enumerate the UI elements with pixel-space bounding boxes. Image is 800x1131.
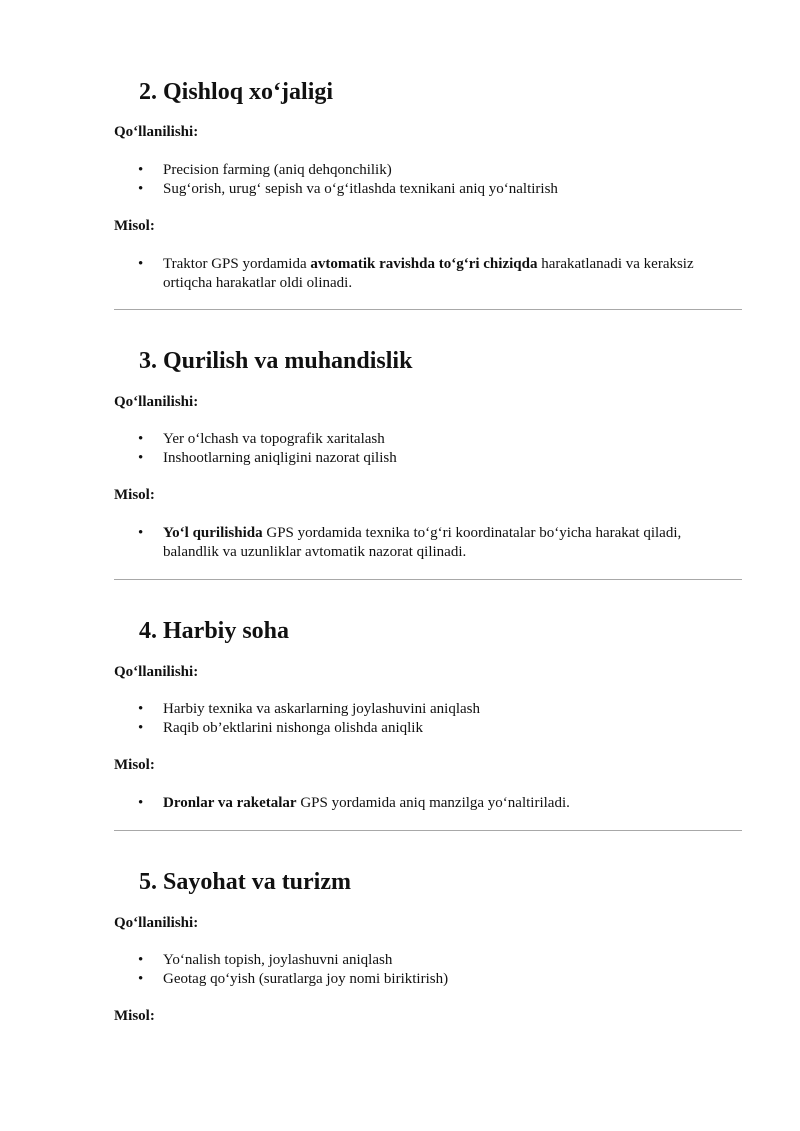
section-heading: 2. Qishloq xo‘jaligi [139,79,334,105]
usage-label: Qo‘llanilishi: [114,124,199,140]
example-text: harakatlanadi va keraksiz ortiqcha harakatlar oldi olinadi. [163,256,694,291]
list-item: • Yer o‘lchash va topografik xaritalash [138,430,728,449]
list-item: • Harbiy texnika va askarlarning joylashuvini aniqlash [138,700,728,719]
section-heading: 5. Sayohat va turizm [139,869,351,895]
usage-label: Qo‘llanilishi: [114,394,199,410]
section-divider [114,830,742,831]
example-label: Misol: [114,487,155,503]
usage-list [138,430,728,468]
usage-label: Qo‘llanilishi: [114,664,199,680]
section-heading: 3. Qurilish va muhandislik [139,348,413,374]
list-item [138,255,728,293]
example-emphasis: avtomatik ravishda to‘g‘ri chiziqda [310,256,538,272]
list-item: • Raqib ob’ektlarini nishonga olishda aniqlik [138,719,728,738]
example-text: GPS yordamida aniq manzilga yo‘naltiriladi. [296,795,570,811]
example-emphasis: Dronlar va raketalar [163,795,297,811]
usage-list [138,700,728,738]
section-divider [114,579,742,580]
list-item: • Geotag qo‘yish (suratlarga joy nomi biriktirish) [138,970,728,989]
usage-label: Qo‘llanilishi: [114,915,199,931]
example-list [138,524,728,562]
usage-list [138,951,728,989]
example-list [138,255,728,293]
list-item: • Inshootlarning aniqligini nazorat qilish [138,449,728,468]
list-item [138,794,728,813]
example-text: GPS yordamida texnika to‘g‘ri koordinatalar bo‘yicha harakat qiladi, balandlik va uzunliklar avtomatik nazorat qilinadi. [163,525,682,560]
usage-list [138,161,728,199]
list-item: • Yo‘nalish topish, joylashuvni aniqlash [138,951,728,970]
example-label: Misol: [114,218,155,234]
example-label: Misol: [114,1008,155,1024]
list-item: • Sug‘orish, urug‘ sepish va o‘g‘itlashda texnikani aniq yo‘naltirish [138,180,728,199]
list-item: • Precision farming (aniq dehqonchilik) [138,161,728,180]
example-label: Misol: [114,757,155,773]
list-item [138,524,728,562]
example-text: Traktor GPS yordamida [163,256,311,272]
section-heading: 4. Harbiy soha [139,618,290,644]
example-list [138,794,728,813]
section-divider [114,309,742,310]
example-emphasis: Yo‘l qurilishida [163,525,263,541]
